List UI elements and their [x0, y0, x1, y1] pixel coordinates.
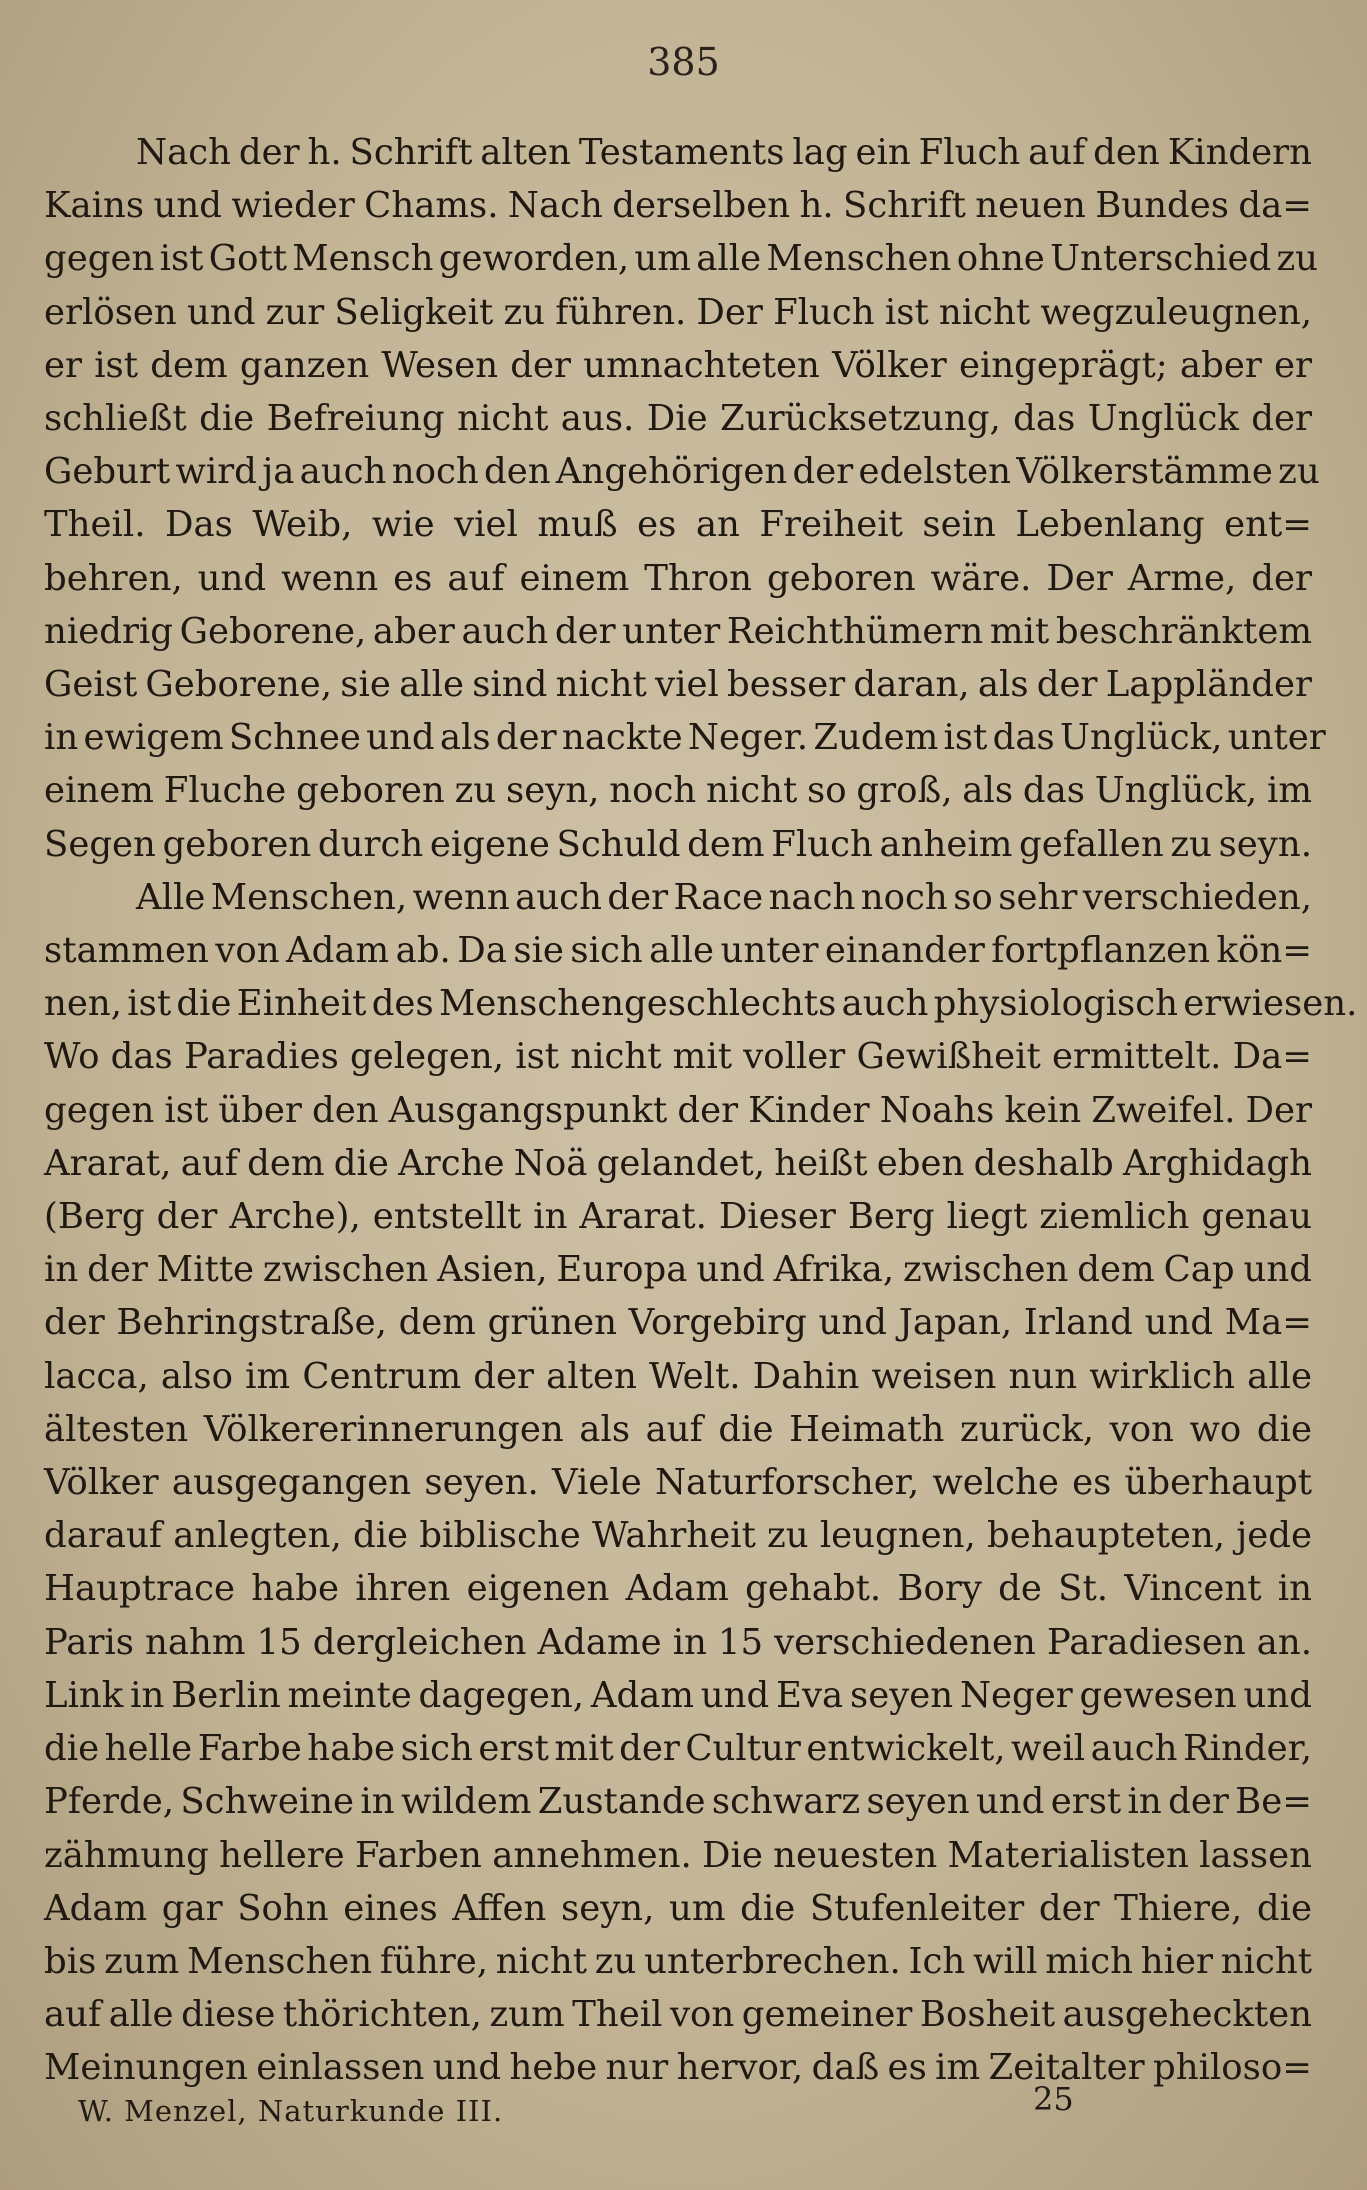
text-line: Ararat, auf dem die Arche Noä gelandet, heißt eben deshalb Arghidagh — [44, 1142, 1312, 1184]
text-line: Pferde, Schweine in wildem Zustande schwarz seyen und erst in der Be= — [44, 1781, 1312, 1823]
page-footer — [78, 2080, 1308, 2138]
text-line: auf alle diese thörichten, zum Theil von gemeiner Bosheit ausgeheckten — [44, 1994, 1312, 2036]
signature-mark: 25 — [1033, 2080, 1074, 2118]
text-line: niedrig Geborene, aber auch der unter Reichthümern mit beschränktem — [44, 610, 1312, 652]
paragraph-2 — [44, 871, 1358, 2095]
text-line: einem Fluche geboren zu seyn, noch nicht so groß, als das Unglück, im — [44, 770, 1312, 812]
text-line: der Behringstraße, dem grünen Vorgebirg und Japan, Irland und Ma= — [44, 1302, 1312, 1344]
text-line: bis zum Menschen führe, nicht zu unterbrechen. Ich will mich hier nicht — [44, 1940, 1312, 1982]
text-line: Geburt wird ja auch noch den Angehörigen der edelsten Völkerstämme zu — [44, 451, 1320, 493]
text-line: Wo das Paradies gelegen, ist nicht mit voller Gewißheit ermittelt. Da= — [44, 1036, 1312, 1078]
text-line: lacca, also im Centrum der alten Welt. Dahin weisen nun wirklich alle — [44, 1355, 1312, 1397]
text-line: Geist Geborene, sie alle sind nicht viel besser daran, als der Lappländer — [44, 664, 1312, 706]
page-number: 385 — [647, 40, 720, 84]
text-line: Paris nahm 15 dergleichen Adame in 15 verschiedenen Paradiesen an. — [44, 1621, 1312, 1663]
text-line: schließt die Befreiung nicht aus. Die Zurücksetzung, das Unglück der — [44, 398, 1312, 440]
text-line: Kains und wieder Chams. Nach derselben h. Schrift neuen Bundes da= — [44, 185, 1312, 227]
text-line: darauf anlegten, die biblische Wahrheit zu leugnen, behaupteten, jede — [44, 1515, 1312, 1557]
text-line: gegen ist über den Ausgangspunkt der Kinder Noahs kein Zweifel. Der — [44, 1089, 1312, 1131]
text-line: stammen von Adam ab. Da sie sich alle unter einander fortpflanzen kön= — [44, 930, 1312, 972]
text-line: Link in Berlin meinte dagegen, Adam und Eva seyen Neger gewesen und — [44, 1674, 1312, 1716]
text-line: Nach der h. Schrift alten Testaments lag ein Fluch auf den Kindern — [136, 132, 1312, 173]
text-line: er ist dem ganzen Wesen der umnachteten Völker eingeprägt; aber er — [44, 344, 1312, 386]
text-line: (Berg der Arche), entstellt in Ararat. Dieser Berg liegt ziemlich genau — [44, 1196, 1312, 1238]
text-line: behren, und wenn es auf einem Thron geboren wäre. Der Arme, der — [44, 557, 1312, 599]
text-line: nen, ist die Einheit des Menschengeschlechts auch physiologisch erwiesen. — [44, 983, 1358, 1025]
text-line: Hauptrace habe ihren eigenen Adam gehabt. Bory de St. Vincent in — [44, 1568, 1312, 1610]
paragraph-1 — [44, 126, 1326, 871]
text-line: erlösen und zur Seligkeit zu führen. Der Fluch ist nicht wegzuleugnen, — [44, 291, 1312, 333]
text-line: Völker ausgegangen seyen. Viele Naturforscher, welche es überhaupt — [44, 1462, 1312, 1504]
text-line: ältesten Völkererinnerungen als auf die Heimath zurück, von wo die — [44, 1408, 1312, 1450]
text-line: Meinungen einlassen und hebe nur hervor, daß es im Zeitalter philoso= — [44, 2047, 1312, 2089]
text-line: Theil. Das Weib, wie viel muß es an Freiheit sein Lebenlang ent= — [44, 504, 1312, 546]
body-text — [44, 126, 1358, 2095]
text-line: Adam gar Sohn eines Affen seyn, um die Stufenleiter der Thiere, die — [44, 1887, 1312, 1929]
text-line: Alle Menschen, wenn auch der Race nach noch so sehr verschieden, — [136, 876, 1312, 918]
text-line: in ewigem Schnee und als der nackte Neger. Zudem ist das Unglück, unter — [44, 717, 1326, 759]
text-line: die helle Farbe habe sich erst mit der Cultur entwickelt, weil auch Rinder, — [44, 1728, 1312, 1770]
text-line: zähmung hellere Farben annehmen. Die neuesten Materialisten lassen — [44, 1834, 1312, 1876]
footer-author: W. Menzel, Naturkunde III. — [78, 2094, 504, 2128]
text-line: in der Mitte zwischen Asien, Europa und Afrika, zwischen dem Cap und — [44, 1249, 1312, 1291]
text-line: Segen geboren durch eigene Schuld dem Fluch anheim gefallen zu seyn. — [44, 823, 1312, 865]
text-line: gegen ist Gott Mensch geworden, um alle Menschen ohne Unterschied zu — [44, 238, 1319, 280]
